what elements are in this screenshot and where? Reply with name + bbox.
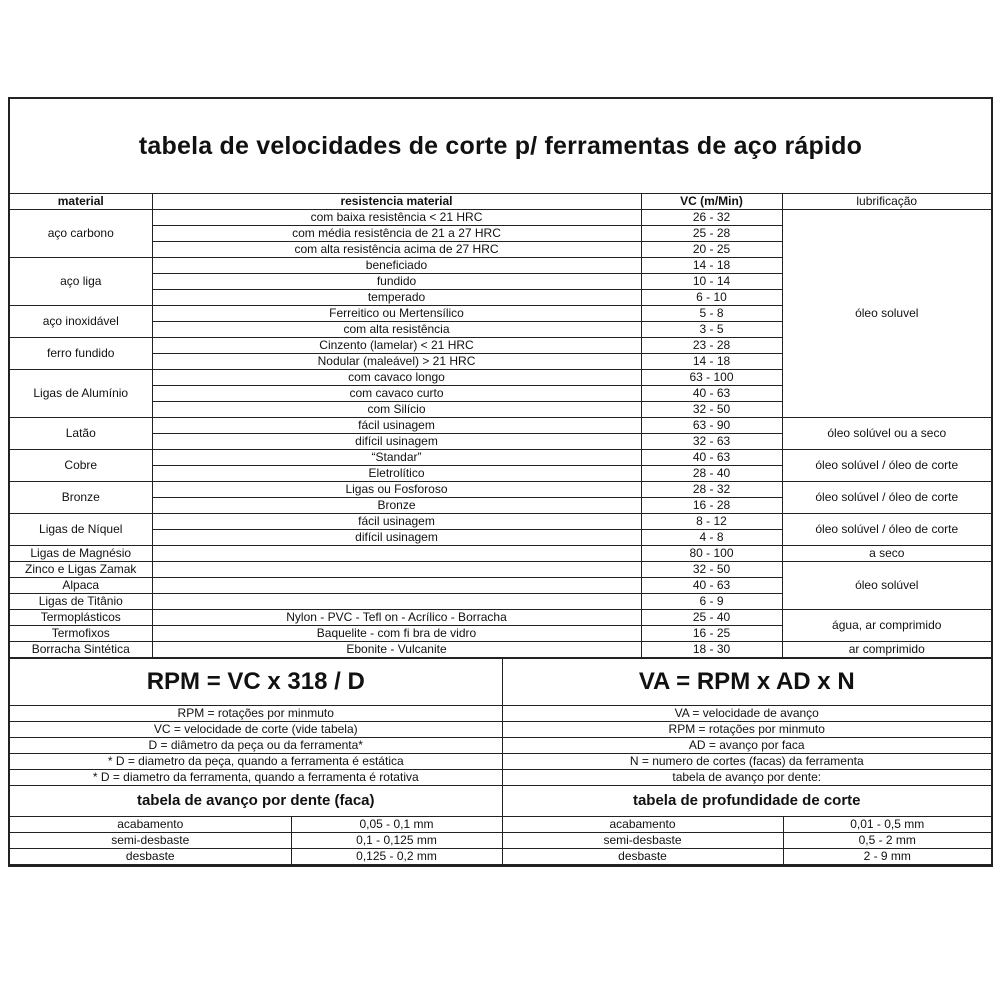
resistencia-cell: fácil usinagem bbox=[152, 418, 641, 434]
vc-cell: 26 - 32 bbox=[641, 210, 782, 226]
vc-cell: 40 - 63 bbox=[641, 578, 782, 594]
lubrificacao-cell: óleo soluvel bbox=[782, 210, 991, 418]
material-cell: aço inoxidável bbox=[10, 306, 152, 338]
material-cell: Latão bbox=[10, 418, 152, 450]
resistencia-cell: fácil usinagem bbox=[152, 514, 641, 530]
legend-row bbox=[10, 706, 991, 722]
legend-left-item: * D = diametro da ferramenta, quando a ferramenta é rotativa bbox=[10, 770, 502, 786]
resistencia-cell: “Standar” bbox=[152, 450, 641, 466]
resistencia-cell: Nylon - PVC - Tefl on - Acrílico - Borracha bbox=[152, 610, 641, 626]
table-row bbox=[10, 546, 991, 562]
profundidade-label: desbaste bbox=[502, 849, 783, 865]
resistencia-cell: com cavaco curto bbox=[152, 386, 641, 402]
table-row bbox=[10, 450, 991, 466]
table-row bbox=[10, 817, 991, 833]
vc-cell: 40 - 63 bbox=[641, 386, 782, 402]
vc-cell: 25 - 40 bbox=[641, 610, 782, 626]
avanco-value: 0,1 - 0,125 mm bbox=[291, 833, 502, 849]
avanco-label: acabamento bbox=[10, 817, 291, 833]
vc-cell: 32 - 63 bbox=[641, 434, 782, 450]
vc-cell: 6 - 9 bbox=[641, 594, 782, 610]
legend-row bbox=[10, 754, 991, 770]
vc-cell: 10 - 14 bbox=[641, 274, 782, 290]
legend-right-item: tabela de avanço por dente: bbox=[502, 770, 991, 786]
vc-cell: 28 - 32 bbox=[641, 482, 782, 498]
title-box bbox=[10, 99, 991, 194]
material-cell: aço carbono bbox=[10, 210, 152, 258]
vc-cell: 32 - 50 bbox=[641, 402, 782, 418]
resistencia-cell: com média resistência de 21 a 27 HRC bbox=[152, 226, 641, 242]
legend-left-item: RPM = rotações por minmuto bbox=[10, 706, 502, 722]
legend-row bbox=[10, 738, 991, 754]
resistencia-cell: com baixa resistência < 21 HRC bbox=[152, 210, 641, 226]
table-row bbox=[10, 210, 991, 226]
table-row bbox=[10, 482, 991, 498]
resistencia-cell: Bronze bbox=[152, 498, 641, 514]
vc-cell: 18 - 30 bbox=[641, 642, 782, 658]
resistencia-cell: difícil usinagem bbox=[152, 530, 641, 546]
header-resistencia: resistencia material bbox=[152, 194, 641, 210]
lubrificacao-cell: óleo solúvel ou a seco bbox=[782, 418, 991, 450]
material-cell: Bronze bbox=[10, 482, 152, 514]
cutting-speed-table bbox=[10, 194, 991, 658]
resistencia-cell bbox=[152, 594, 641, 610]
legend-left-item: * D = diametro da peça, quando a ferramenta é estática bbox=[10, 754, 502, 770]
resistencia-cell: temperado bbox=[152, 290, 641, 306]
formula-section bbox=[10, 658, 991, 865]
legend-right-item: VA = velocidade de avanço bbox=[502, 706, 991, 722]
resistencia-cell: Eletrolítico bbox=[152, 466, 641, 482]
profundidade-table-title: tabela de profundidade de corte bbox=[502, 786, 991, 817]
vc-cell: 3 - 5 bbox=[641, 322, 782, 338]
resistencia-cell bbox=[152, 578, 641, 594]
lubrificacao-cell: óleo solúvel / óleo de corte bbox=[782, 482, 991, 514]
table-row bbox=[10, 418, 991, 434]
lubrificacao-cell: água, ar comprimido bbox=[782, 610, 991, 642]
resistencia-cell bbox=[152, 562, 641, 578]
profundidade-value: 2 - 9 mm bbox=[783, 849, 991, 865]
material-cell: aço liga bbox=[10, 258, 152, 306]
formula-row bbox=[10, 659, 991, 706]
lubrificacao-cell: óleo solúvel / óleo de corte bbox=[782, 450, 991, 482]
legend-right-item: AD = avanço por faca bbox=[502, 738, 991, 754]
feed-depth-table bbox=[10, 817, 991, 865]
subtable-title-row bbox=[10, 786, 991, 817]
legend-right-item: N = numero de cortes (facas) da ferramenta bbox=[502, 754, 991, 770]
vc-cell: 23 - 28 bbox=[641, 338, 782, 354]
va-formula: VA = RPM x AD x N bbox=[502, 659, 991, 706]
header-lubrificacao: lubrificação bbox=[782, 194, 991, 210]
resistencia-cell: Ligas ou Fosforoso bbox=[152, 482, 641, 498]
resistencia-cell: Ferreitico ou Mertensílico bbox=[152, 306, 641, 322]
legend-left-item: D = diâmetro da peça ou da ferramenta* bbox=[10, 738, 502, 754]
material-cell: Termoplásticos bbox=[10, 610, 152, 626]
vc-cell: 63 - 100 bbox=[641, 370, 782, 386]
legend-row bbox=[10, 770, 991, 786]
vc-cell: 32 - 50 bbox=[641, 562, 782, 578]
lubrificacao-cell: óleo solúvel / óleo de corte bbox=[782, 514, 991, 546]
vc-cell: 80 - 100 bbox=[641, 546, 782, 562]
lubrificacao-cell: ar comprimido bbox=[782, 642, 991, 658]
vc-cell: 4 - 8 bbox=[641, 530, 782, 546]
vc-cell: 8 - 12 bbox=[641, 514, 782, 530]
header-vc: VC (m/Min) bbox=[641, 194, 782, 210]
legend-left-item: VC = velocidade de corte (vide tabela) bbox=[10, 722, 502, 738]
table-row bbox=[10, 610, 991, 626]
material-cell: Zinco e Ligas Zamak bbox=[10, 562, 152, 578]
avanco-value: 0,05 - 0,1 mm bbox=[291, 817, 502, 833]
resistencia-cell: com alta resistência bbox=[152, 322, 641, 338]
vc-cell: 28 - 40 bbox=[641, 466, 782, 482]
vc-cell: 5 - 8 bbox=[641, 306, 782, 322]
vc-cell: 16 - 28 bbox=[641, 498, 782, 514]
resistencia-cell: Ebonite - Vulcanite bbox=[152, 642, 641, 658]
header-material: material bbox=[10, 194, 152, 210]
avanco-value: 0,125 - 0,2 mm bbox=[291, 849, 502, 865]
cutting-speed-sheet bbox=[8, 97, 993, 867]
material-cell: Borracha Sintética bbox=[10, 642, 152, 658]
vc-cell: 6 - 10 bbox=[641, 290, 782, 306]
resistencia-cell bbox=[152, 546, 641, 562]
legend-right-item: RPM = rotações por minmuto bbox=[502, 722, 991, 738]
profundidade-value: 0,01 - 0,5 mm bbox=[783, 817, 991, 833]
material-cell: Ligas de Titânio bbox=[10, 594, 152, 610]
resistencia-cell: Baquelite - com fi bra de vidro bbox=[152, 626, 641, 642]
legend-row bbox=[10, 722, 991, 738]
table-row bbox=[10, 849, 991, 865]
vc-cell: 14 - 18 bbox=[641, 354, 782, 370]
avanco-label: semi-desbaste bbox=[10, 833, 291, 849]
avanco-label: desbaste bbox=[10, 849, 291, 865]
material-cell: Cobre bbox=[10, 450, 152, 482]
table-row bbox=[10, 642, 991, 658]
profundidade-label: semi-desbaste bbox=[502, 833, 783, 849]
rpm-formula: RPM = VC x 318 / D bbox=[10, 659, 502, 706]
profundidade-value: 0,5 - 2 mm bbox=[783, 833, 991, 849]
resistencia-cell: beneficiado bbox=[152, 258, 641, 274]
resistencia-cell: Cinzento (lamelar) < 21 HRC bbox=[152, 338, 641, 354]
resistencia-cell: com alta resistência acima de 27 HRC bbox=[152, 242, 641, 258]
profundidade-label: acabamento bbox=[502, 817, 783, 833]
resistencia-cell: com Silício bbox=[152, 402, 641, 418]
resistencia-cell: difícil usinagem bbox=[152, 434, 641, 450]
table-row bbox=[10, 514, 991, 530]
material-cell: Termofixos bbox=[10, 626, 152, 642]
material-cell: Ligas de Níquel bbox=[10, 514, 152, 546]
resistencia-cell: Nodular (maleável) > 21 HRC bbox=[152, 354, 641, 370]
vc-cell: 63 - 90 bbox=[641, 418, 782, 434]
avanco-table-title: tabela de avanço por dente (faca) bbox=[10, 786, 502, 817]
resistencia-cell: com cavaco longo bbox=[152, 370, 641, 386]
table-row bbox=[10, 833, 991, 849]
vc-cell: 40 - 63 bbox=[641, 450, 782, 466]
resistencia-cell: fundido bbox=[152, 274, 641, 290]
lubrificacao-cell: a seco bbox=[782, 546, 991, 562]
formula-table bbox=[10, 659, 991, 817]
vc-cell: 14 - 18 bbox=[641, 258, 782, 274]
vc-cell: 25 - 28 bbox=[641, 226, 782, 242]
vc-cell: 20 - 25 bbox=[641, 242, 782, 258]
material-cell: Ligas de Magnésio bbox=[10, 546, 152, 562]
table-row bbox=[10, 562, 991, 578]
lubrificacao-cell: óleo solúvel bbox=[782, 562, 991, 610]
material-cell: Ligas de Alumínio bbox=[10, 370, 152, 418]
material-cell: Alpaca bbox=[10, 578, 152, 594]
table-header-row bbox=[10, 194, 991, 210]
vc-cell: 16 - 25 bbox=[641, 626, 782, 642]
material-cell: ferro fundido bbox=[10, 338, 152, 370]
page-title: tabela de velocidades de corte p/ ferramentas de aço rápido bbox=[138, 131, 863, 160]
